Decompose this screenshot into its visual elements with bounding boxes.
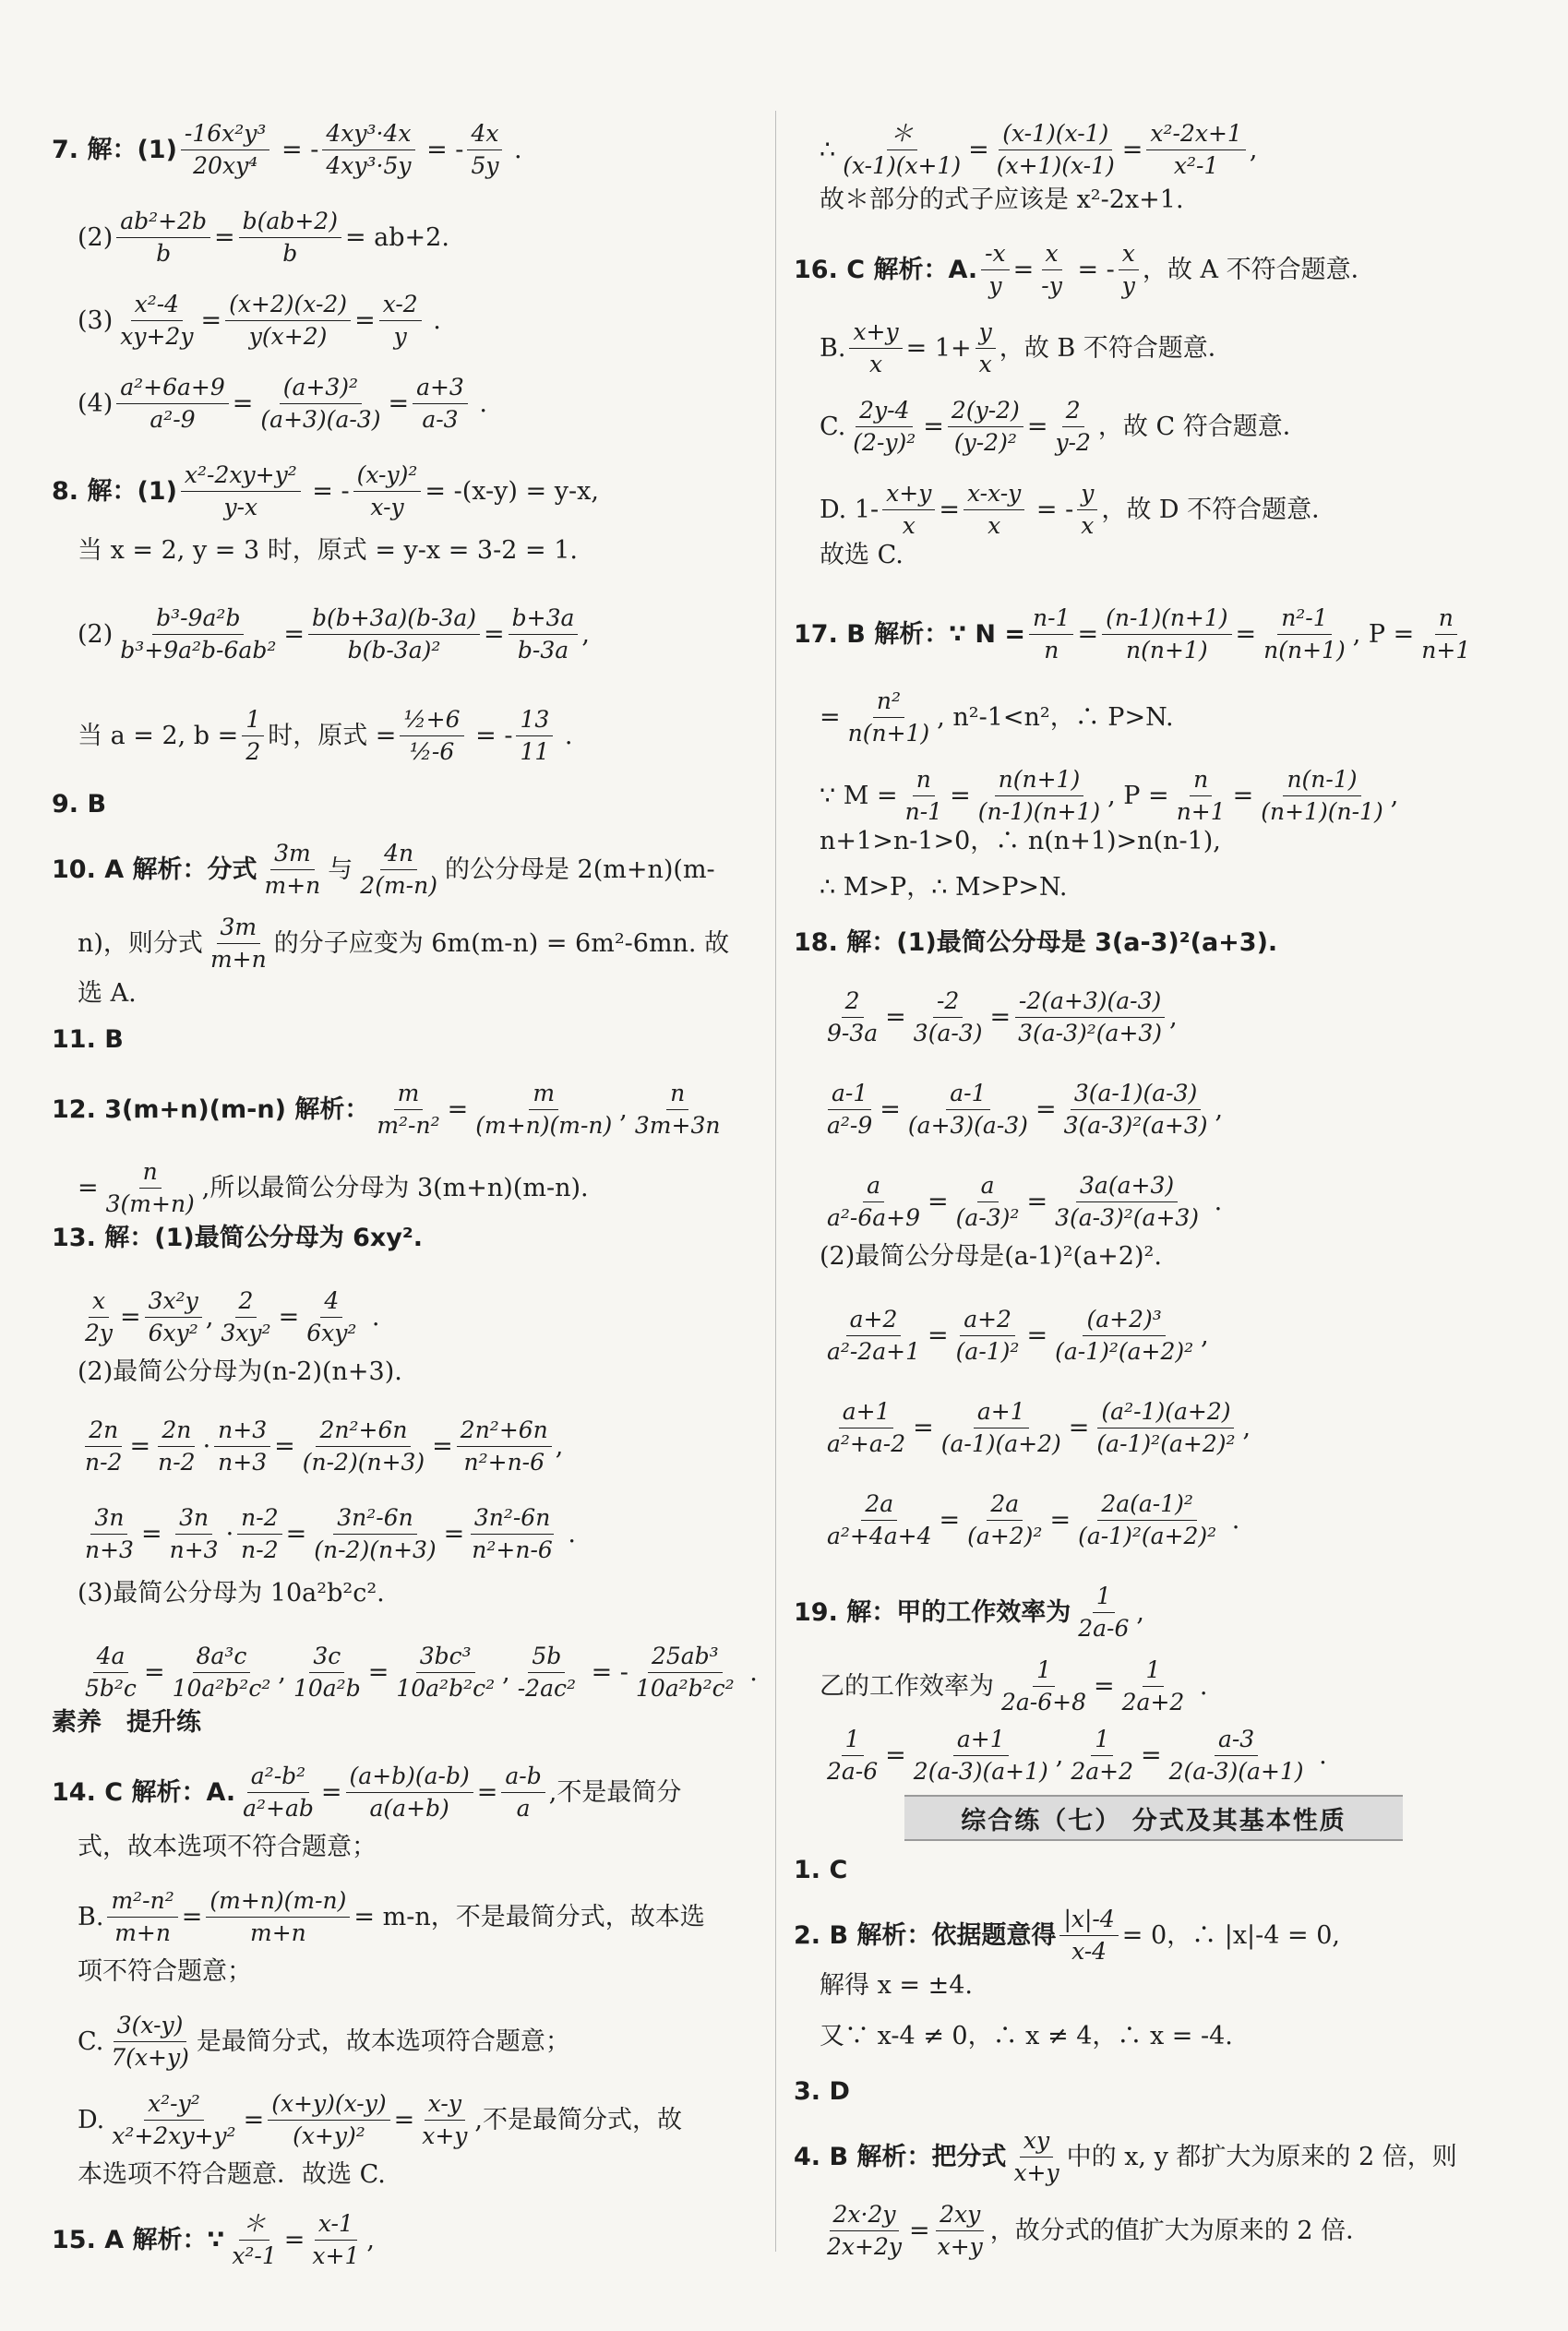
fraction: $\frac{\text{-16x²y³}}{\text{20xy⁴}}$ (181, 120, 270, 180)
problem-13-part-2-line-2: $\frac{3n}{n+3}$ = $\frac{3n}{n+3}$ · $\frac{n-2}{n-2}$ = $\frac{\text{3n²-6n}}{(n-2)(n+3)}$ = $\frac{\text{3n²-6n}}{\text{n²+n-6}}$ . (85, 1504, 576, 1563)
problem-16-line-1: 16. C 解析：A. $\frac{-x}{y}$ = $\frac{x}{-y}$ = - $\frac{x}{y}$ ，故 A 不符合题意． (794, 240, 1376, 299)
exercise-4-line-1: 4. B 解析：把分式 $\frac{xy}{x+y}$ 中的 x, y 都扩大为原来的 2 倍，则 (794, 2127, 1457, 2186)
problem-7-part-2: (2) $\frac{\text{ab²+2b}}{b}$ = $\frac{b(ab+2)}{b}$ = ab+2. (78, 208, 449, 267)
problem-16-line-3: C. $\frac{2y-4}{\text{(2-y)²}}$ = $\frac{2(y-2)}{\text{(y-2)²}}$ = $\frac{2}{y-2}$ ，故 C 符合题意． (820, 397, 1308, 456)
problem-9: 9. B (52, 790, 107, 819)
problem-17-line-3: ∵ M = $\frac{n}{n-1}$ = $\frac{n(n+1)}{(n-1)(n+1)}$ , P = $\frac{n}{n+1}$ = $\frac{n(n-1)}{(n+1)(n-1)}$ , (820, 766, 1399, 825)
problem-7-part-3: (3) $\frac{\text{x²-4}}{xy+2y}$ = $\frac{(x+2)(x-2)}{y(x+2)}$ = $\frac{x-2}{y}$ . (78, 291, 441, 350)
problem-8-part-1: 8. 解：(1) $\frac{\text{x²-2xy+y²}}{y-x}$ = - $\frac{\text{(x-y)²}}{x-y}$ = -(x-y) = y-x, (52, 461, 599, 520)
problem-12-line-2: = $\frac{n}{3(m+n)}$ ,所以最简公分母为 3(m+n)(m-n). (78, 1158, 589, 1217)
problem-14-line-7: 本选项不符合题意．故选 C. (78, 2160, 386, 2189)
exercise-2-line-1: 2. B 解析：依据题意得 $\frac{|x|-4}{x-4}$ = 0，∴ |x|-4 = 0, (794, 1906, 1340, 1965)
problem-16-line-2: B. $\frac{x+y}{x}$ = 1+ $\frac{y}{x}$ ，故 B 不符合题意． (820, 318, 1233, 377)
problem-14-line-6: D. $\frac{\text{x²-y²}}{\text{x²+2xy+y²}}$ = $\frac{(x+y)(x-y)}{\text{(x+y)²}}$ = $\frac{x-y}{x+y}$ ,不是最简分式，故 (78, 2090, 683, 2149)
problem-13-part-2-line-1: $\frac{2n}{n-2}$ = $\frac{2n}{n-2}$ · $\frac{n+3}{n+3}$ = $\frac{\text{2n²+6n}}{(n-2)(n+3)}$ = $\frac{\text{2n²+6n}}{\text{n²+n-6}}$ , (85, 1417, 564, 1476)
problem-13-part-3-head: (3)最简公分母为 10a²b²c². (78, 1579, 385, 1608)
problem-17-line-2: = $\frac{\text{n²}}{n(n+1)}$ , n²-1<n²，∴ P>N. (820, 687, 1174, 747)
problem-10-line-2: n)，则分式 $\frac{3m}{m+n}$ 的分子应变为 6m(m-n) = 6m²-6mn. 故 (78, 914, 730, 973)
problem-10-line-1: 10. A 解析：分式 $\frac{3m}{m+n}$ 与 $\frac{4n}{2(m-n)}$ 的公分母是 2(m+n)(m- (52, 840, 715, 899)
section-banner: 综合练（七） 分式及其基本性质 (904, 1795, 1403, 1841)
problem-15-line-1: 15. A 解析：∵ $\frac{*}{\text{x²-1}}$ = $\frac{x-1}{x+1}$ , (52, 2210, 375, 2269)
problem-13-head: 13. 解：(1)最简公分母为 6xy². (52, 1224, 423, 1252)
problem-12-line-1: 12. 3(m+n)(m-n) 解析： $\frac{m}{\text{m²-n²}}$ = $\frac{m}{(m+n)(m-n)}$ , $\frac{n}{3m+3n}$ (52, 1080, 721, 1139)
problem-18-line-3: $\frac{a}{\text{a²-6a+9}}$ = $\frac{a}{\text{(a-3)²}}$ = $\frac{3a(a+3)}{\text{3(a-3)²(a+3)}}$ . (827, 1172, 1223, 1231)
exercise-1: 1. C (794, 1856, 848, 1884)
problem-15-line-3: 故＊部分的式子应该是 x²-2x+1. (820, 185, 1184, 214)
problem-16-line-5: 故选 C. (820, 541, 904, 569)
problem-7-label: 7. 解：(1) (52, 135, 177, 164)
problem-19-line-1: 19. 解：甲的工作效率为 $\frac{1}{2a-6}$ , (794, 1583, 1144, 1642)
exercise-2-line-2: 解得 x = ±4. (820, 1971, 973, 2000)
problem-18-head: 18. 解：(1)最简公分母是 3(a-3)²(a+3). (794, 928, 1278, 957)
problem-18-line-6: $\frac{2a}{\text{a²+4a+4}}$ = $\frac{2a}{\text{(a+2)²}}$ = $\frac{\text{2a(a-1)²}}{\text{(a-1)²(a+2)²}}$ . (827, 1490, 1240, 1549)
section-title: 素养 提升练 (52, 1708, 201, 1737)
problem-13-part-2-head: (2)最简公分母为(n-2)(n+3). (78, 1357, 402, 1386)
problem-8-when-1: 当 x = 2, y = 3 时，原式 = y-x = 3-2 = 1. (78, 536, 578, 565)
problem-14-line-4: 项不符合题意； (78, 1957, 252, 1986)
problem-19-line-3: $\frac{1}{2a-6}$ = $\frac{a+1}{2(a-3)(a+1)}$ , $\frac{1}{2a+2}$ = $\frac{a-3}{2(a-3)(a+1)}$ . (827, 1726, 1327, 1785)
problem-18-line-4: $\frac{a+2}{\text{a²-2a+1}}$ = $\frac{a+2}{\text{(a-1)²}}$ = $\frac{\text{(a+2)³}}{\text{(a-1)²(a+2)²}}$ , (827, 1306, 1209, 1365)
problem-17-line-5: ∴ M>P，∴ M>P>N. (820, 873, 1068, 902)
problem-14-line-1: 14. C 解析：A. $\frac{\text{a²-b²}}{\text{a²+ab}}$ = $\frac{(a+b)(a-b)}{a(a+b)}$ = $\frac{a-b}{a}$ ,不是最简分 (52, 1763, 682, 1822)
problem-8-part-2: (2) $\frac{\text{b³-9a²b}}{\text{b³+9a²b-6ab²}}$ = $\frac{b(b+3a)(b-3a)}{\text{b(b-3a)²}}$ = $\frac{b+3a}{b-3a}$ , (78, 604, 590, 663)
problem-14-line-2: 式，故本选项不符合题意； (78, 1833, 377, 1861)
problem-18-part-2-head: (2)最简公分母是(a-1)²(a+2)². (820, 1242, 1162, 1271)
column-divider (775, 111, 776, 2252)
problem-7-part-1: 7. 解：(1) $\frac{\text{-16x²y³}}{\text{20xy⁴}}$ = - $\frac{\text{4xy³·4x}}{\text{4xy³·5y}}$ = - $\frac{4x}{5y}$ . (52, 120, 522, 179)
fraction: $\frac{\text{4xy³·4x}}{\text{4xy³·5y}}$ (322, 120, 414, 180)
fraction: $\frac{4x}{5y}$ (467, 120, 502, 180)
problem-18-line-2: $\frac{a-1}{\text{a²-9}}$ = $\frac{a-1}{(a+3)(a-3)}$ = $\frac{3(a-1)(a-3)}{\text{3(a-3)²(a+3)}}$ , (827, 1080, 1224, 1139)
problem-10-line-3: 选 A. (78, 979, 137, 1008)
problem-15-line-2: ∴ $\frac{*}{(x-1)(x+1)}$ = $\frac{(x-1)(x-1)}{(x+1)(x-1)}$ = $\frac{\text{x²-2x+1}}{\text{x²-1}}$ , (820, 120, 1258, 179)
problem-11: 11. B (52, 1025, 124, 1054)
problem-14-line-3: B. $\frac{\text{m²-n²}}{m+n}$ = $\frac{(m+n)(m-n)}{m+n}$ = m-n，不是最简分式，故本选 (78, 1887, 705, 1946)
problem-7-part-4: (4) $\frac{\text{a²+6a+9}}{\text{a²-9}}$ = $\frac{\text{(a+3)²}}{(a+3)(a-3)}$ = $\frac{a+3}{a-3}$ . (78, 374, 488, 433)
exercise-4-line-2: $\frac{2x\cdot 2y}{2x+2y}$ = $\frac{2xy}{x+y}$ ，故分式的值扩大为原来的 2 倍． (827, 2201, 1371, 2260)
problem-13-part-3-line: $\frac{4a}{\text{5b²c}}$ = $\frac{\text{8a³c}}{\text{10a²b²c²}}$ , $\frac{3c}{\text{10a²b}}$ = $\frac{\text{3bc³}}{\text{10a²b²c²}}$ , $\frac{5b}{\text{-2ac²}}$ = - $\frac{\text{25ab³}}{\text{10a²b²c²}}$ . (85, 1643, 758, 1702)
problem-18-line-1: $\frac{2}{9-3a}$ = $\frac{-2}{3(a-3)}$ = $\frac{-2(a+3)(a-3)}{\text{3(a-3)²(a+3)}}$ , (827, 987, 1178, 1046)
problem-18-line-5: $\frac{a+1}{\text{a²+a-2}}$ = $\frac{a+1}{(a-1)(a+2)}$ = $\frac{\text{(a²-1)(a+2)}}{\text{(a-1)²(a+2)²}}$ , (827, 1398, 1251, 1457)
problem-14-line-5: C. $\frac{3(x-y)}{7(x+y)}$ 是最简分式，故本选项符合题意； (78, 2012, 570, 2071)
exercise-3: 3. D (794, 2077, 850, 2106)
problem-16-line-4: D. 1- $\frac{x+y}{x}$ = $\frac{x-x-y}{x}$ = - $\frac{y}{x}$ ，故 D 不符合题意． (820, 480, 1337, 539)
problem-17-line-1: 17. B 解析：∵ N = $\frac{n-1}{n}$ = $\frac{(n-1)(n+1)}{n(n+1)}$ = $\frac{\text{n²-1}}{n(n+1)}$ , P = $\frac{n}{n+1}$ (794, 604, 1471, 663)
problem-13-part-1: $\frac{x}{2y}$ = $\frac{\text{3x²y}}{\text{6xy²}}$ , $\frac{2}{\text{3xy²}}$ = $\frac{4}{\text{6xy²}}$ . (85, 1287, 380, 1346)
problem-17-line-4: n+1>n-1>0，∴ n(n+1)>n(n-1), (820, 827, 1221, 855)
exercise-2-line-3: 又∵ x-4 ≠ 0，∴ x ≠ 4，∴ x = -4. (820, 2022, 1233, 2050)
problem-8-when-2: 当 a = 2, b = $\frac{1}{2}$ 时，原式 = $\frac{\text{½+6}}{\text{½-6}}$ = - $\frac{13}{11}$ . (78, 706, 573, 765)
problem-19-line-2: 乙的工作效率为 $\frac{1}{2a-6+8}$ = $\frac{1}{2a+2}$ . (820, 1656, 1208, 1715)
